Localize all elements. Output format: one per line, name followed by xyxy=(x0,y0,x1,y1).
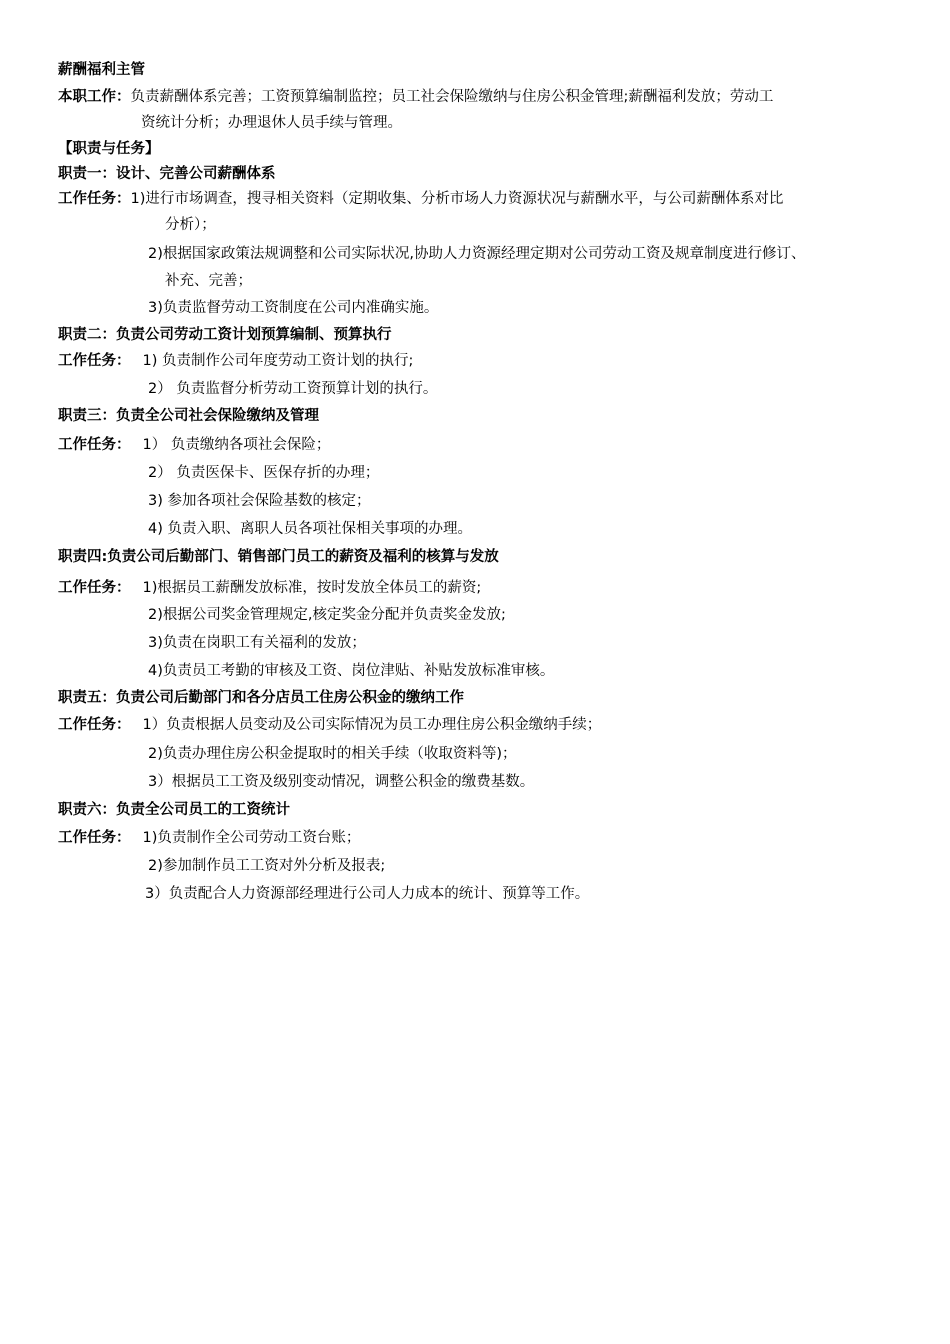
task-line xyxy=(58,828,360,848)
task-label: 工作任务： xyxy=(58,830,131,846)
task-line: 补充、完善； xyxy=(165,273,252,289)
task-line: 3）负责配合人力资源部经理进行公司人力成本的统计、预算等工作。 xyxy=(145,886,590,902)
task-line: 2)根据国家政策法规调整和公司实际状况,协助人力资源经理定期对公司劳动工资及规章制度进行修订、 xyxy=(148,246,806,262)
duty-heading: 职责二：负责公司劳动工资计划预算编制、预算执行 xyxy=(58,327,392,343)
task-line: 3）根据员工工资及级别变动情况，调整公积金的缴费基数。 xyxy=(148,774,535,790)
summary-line-1 xyxy=(58,87,773,107)
summary-label: 本职工作： xyxy=(58,89,131,105)
summary-text: 负责薪酬体系完善；工资预算编制监控；员工社会保险缴纳与住房公积金管理;薪酬福利发放；劳动工 xyxy=(130,89,774,105)
task-line: 4)负责员工考勤的审核及工资、岗位津贴、补贴发放标准审核。 xyxy=(148,663,555,679)
task-line: 4) 负责入职、离职人员各项社保相关事项的办理。 xyxy=(148,521,472,537)
summary-line-2: 资统计分析；办理退休人员手续与管理。 xyxy=(141,115,402,131)
task-line: 分析）； xyxy=(165,217,216,233)
task-line: 2） 负责监督分析劳动工资预算计划的执行。 xyxy=(148,381,438,397)
task-line: 2)负责办理住房公积金提取时的相关手续（收取资料等)； xyxy=(148,746,517,762)
task-label: 工作任务： xyxy=(58,717,131,733)
task-label: 工作任务： xyxy=(58,191,131,207)
duty-heading: 职责五：负责公司后勤部门和各分店员工住房公积金的缴纳工作 xyxy=(58,690,464,706)
task-line xyxy=(58,189,783,209)
duty-heading: 职责四:负责公司后勤部门、销售部门员工的薪资及福利的核算与发放 xyxy=(58,549,499,565)
task-line xyxy=(58,715,601,735)
task-line: 3) 参加各项社会保险基数的核定； xyxy=(148,493,371,509)
task-line: 3)负责监督劳动工资制度在公司内准确实施。 xyxy=(148,300,439,316)
task-label: 工作任务： xyxy=(58,353,131,369)
task-text: 1) 负责制作公司年度劳动工资计划的执行; xyxy=(142,353,414,369)
section-header: 【职责与任务】 xyxy=(58,141,160,157)
task-line xyxy=(58,435,330,455)
task-text: 1)根据员工薪酬发放标准，按时发放全体员工的薪资; xyxy=(142,580,482,596)
task-label: 工作任务： xyxy=(58,580,131,596)
duty-heading: 职责一：设计、完善公司薪酬体系 xyxy=(58,166,276,182)
document-title: 薪酬福利主管 xyxy=(58,62,145,78)
task-text: 1)进行市场调查，搜寻相关资料（定期收集、分析市场人力资源状况与薪酬水平，与公司薪酬体系对比 xyxy=(130,191,784,207)
duty-heading: 职责三：负责全公司社会保险缴纳及管理 xyxy=(58,408,319,424)
task-text: 1)负责制作全公司劳动工资台账； xyxy=(142,830,361,846)
task-line xyxy=(58,351,413,371)
task-line: 3)负责在岗职工有关福利的发放； xyxy=(148,635,366,651)
task-line: 2)根据公司奖金管理规定,核定奖金分配并负责奖金发放; xyxy=(148,607,506,623)
task-line: 2） 负责医保卡、医保存折的办理； xyxy=(148,465,380,481)
task-line: 2)参加制作员工工资对外分析及报表; xyxy=(148,858,386,874)
task-line xyxy=(58,578,481,598)
task-text: 1） 负责缴纳各项社会保险； xyxy=(142,437,331,453)
task-text: 1）负责根据人员变动及公司实际情况为员工办理住房公积金缴纳手续； xyxy=(142,717,602,733)
task-label: 工作任务： xyxy=(58,437,131,453)
duty-heading: 职责六：负责全公司员工的工资统计 xyxy=(58,802,290,818)
